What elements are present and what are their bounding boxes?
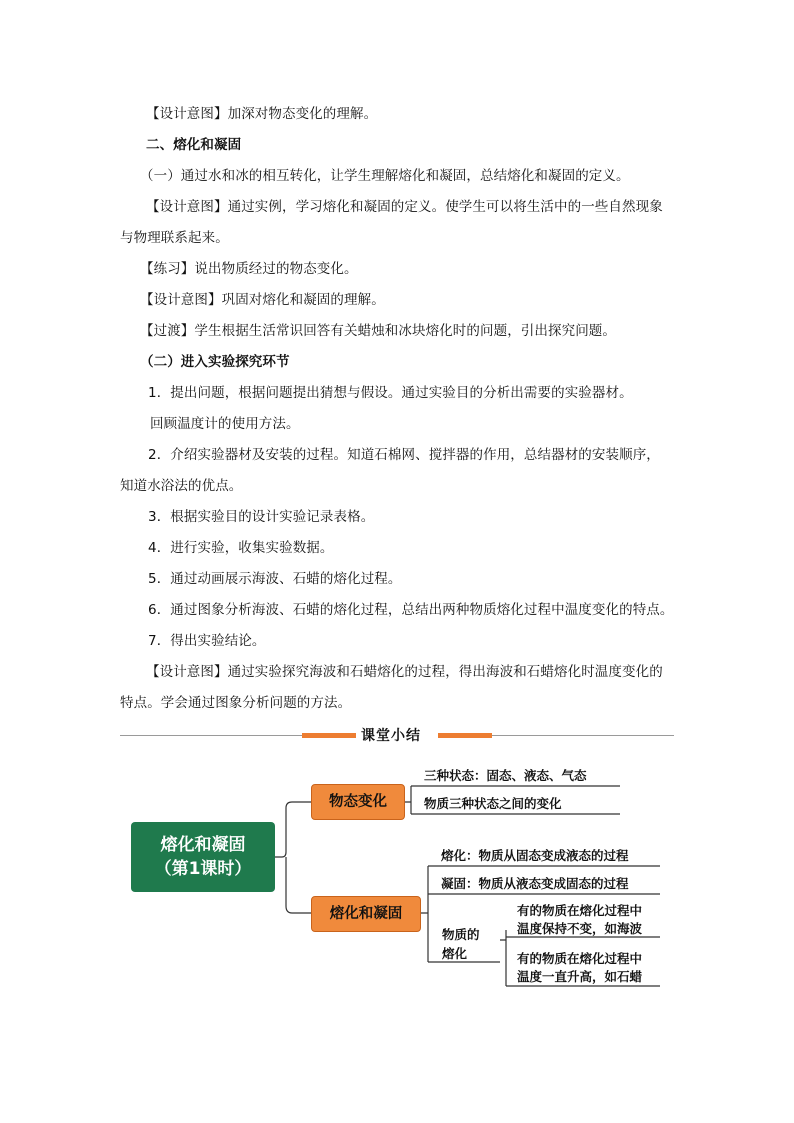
mindmap-root-subtitle: （第1课时） bbox=[154, 859, 252, 879]
paragraph-exp-7: 7．得出实验结论。 bbox=[148, 633, 266, 649]
paragraph-exp-1: 1．提出问题，根据问题提出猜想与假设。通过实验目的分析出需要的实验器材。 bbox=[148, 385, 633, 401]
paragraph-exp-5: 5．通过动画展示海波、石蜡的熔化过程。 bbox=[148, 571, 402, 587]
connector-branch1-stem bbox=[404, 786, 411, 814]
mindmap-leaf-state-transitions: 物质三种状态之间的变化 bbox=[424, 796, 562, 811]
paragraph-design-intent-1: 【设计意图】加深对物态变化的理解。 bbox=[146, 106, 378, 122]
mindmap-sub-leaf-constant-temp bbox=[517, 902, 642, 938]
heading-section-2: 二、熔化和凝固 bbox=[146, 137, 242, 153]
connector-root-branch1 bbox=[275, 802, 311, 857]
paragraph-design-intent-4-cont: 特点。学会通过图象分析问题的方法。 bbox=[120, 695, 352, 711]
mindmap-branch-melting-solidification: 熔化和凝固 bbox=[311, 896, 421, 932]
paragraph-practice: 【练习】说出物质经过的物态变化。 bbox=[140, 261, 358, 277]
paragraph-exp-2-cont: 知道水浴法的优点。 bbox=[120, 478, 243, 494]
mindmap-sub-melting-of-matter bbox=[442, 925, 480, 963]
paragraph-exp-1-cont: 回顾温度计的使用方法。 bbox=[150, 416, 300, 432]
connector-root-branch2 bbox=[286, 857, 311, 913]
mindmap-root bbox=[131, 822, 275, 892]
paragraph-design-intent-4: 【设计意图】通过实验探究海波和石蜡熔化的过程，得出海波和石蜡熔化时温度变化的 bbox=[146, 664, 663, 680]
connector-sub-stem bbox=[500, 930, 506, 986]
paragraph-exp-6: 6．通过图象分析海波、石蜡的熔化过程，总结出两种物质熔化过程中温度变化的特点。 bbox=[148, 602, 674, 618]
paragraph-exp-4: 4．进行实验，收集实验数据。 bbox=[148, 540, 334, 556]
paragraph-transition: 【过渡】学生根据生活常识回答有关蜡烛和冰块熔化时的问题，引出探究问题。 bbox=[140, 323, 616, 339]
paragraph-design-intent-2-cont: 与物理联系起来。 bbox=[120, 230, 229, 246]
mindmap-branch-state-change: 物态变化 bbox=[311, 784, 405, 820]
connector-branch2-stem bbox=[420, 866, 428, 962]
mindmap-leaf-melting-def: 熔化：物质从固态变成液态的过程 bbox=[441, 848, 629, 863]
mindmap-sub-line1: 物质的 bbox=[442, 927, 480, 942]
paragraph-step-1: （一）通过水和冰的相互转化，让学生理解熔化和凝固，总结熔化和凝固的定义。 bbox=[140, 168, 630, 184]
mindmap-sub-leaf2-line2: 温度一直升高，如石蜡 bbox=[517, 969, 643, 984]
mindmap-sub-leaf-rising-temp bbox=[517, 950, 642, 986]
mindmap-sub-leaf1-line1: 有的物质在熔化过程中 bbox=[517, 903, 643, 918]
paragraph-design-intent-2: 【设计意图】通过实例，学习熔化和凝固的定义。使学生可以将生活中的一些自然现象 bbox=[146, 199, 663, 215]
paragraph-exp-3: 3．根据实验目的设计实验记录表格。 bbox=[148, 509, 375, 525]
mindmap-root-title: 熔化和凝固 bbox=[160, 835, 246, 855]
paragraph-design-intent-3: 【设计意图】巩固对熔化和凝固的理解。 bbox=[140, 292, 385, 308]
mindmap-leaf-solidification-def: 凝固：物质从液态变成固态的过程 bbox=[441, 876, 629, 891]
paragraph-exp-2: 2．介绍实验器材及安装的过程。知道石棉网、搅拌器的作用，总结器材的安装顺序， bbox=[148, 447, 660, 463]
mindmap-leaf-three-states: 三种状态：固态、液态、气态 bbox=[424, 768, 587, 783]
mindmap-sub-leaf2-line1: 有的物质在熔化过程中 bbox=[517, 951, 643, 966]
section-title: 课堂小结 bbox=[361, 728, 421, 744]
mindmap-sub-leaf1-line2: 温度保持不变，如海波 bbox=[517, 921, 643, 936]
mindmap-sub-line2: 熔化 bbox=[442, 946, 468, 961]
heading-experiment: （二）进入实验探究环节 bbox=[140, 354, 290, 370]
